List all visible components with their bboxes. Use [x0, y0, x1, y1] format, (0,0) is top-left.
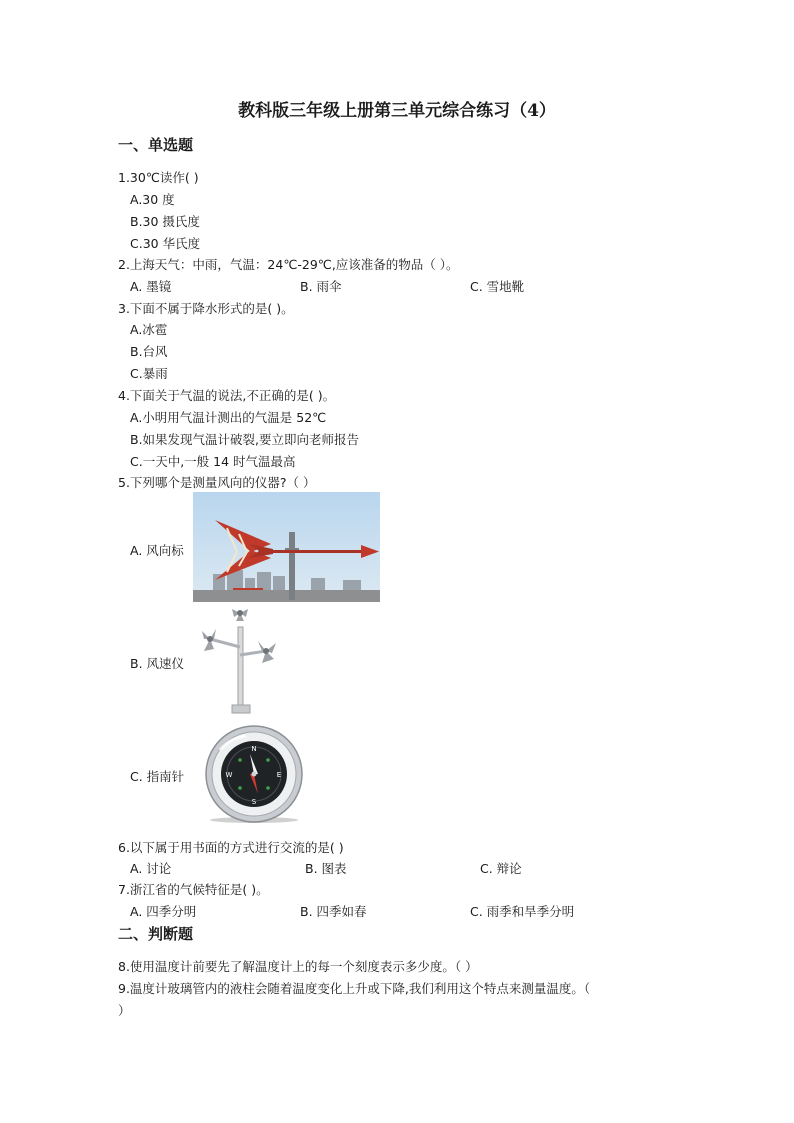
question-3-option-c: C.暴雨	[130, 366, 168, 381]
anemometer-image	[196, 607, 286, 715]
question-5-stem: 5.下列哪个是测量风向的仪器?（ ）	[118, 475, 316, 490]
question-1-stem: 1.30℃读作( )	[118, 170, 199, 185]
question-5-option-c: C. 指南针	[130, 769, 185, 784]
question-3-option-a: A.冰雹	[130, 322, 168, 337]
question-2-option-b: B. 雨伞	[300, 279, 342, 294]
question-7-option-b: B. 四季如春	[300, 904, 367, 919]
question-2-option-a: A. 墨镜	[130, 279, 172, 294]
compass-letter-s: S	[251, 798, 257, 806]
question-8-stem: 8.使用温度计前要先了解温度计上的每一个刻度表示多少度。（ ）	[118, 959, 478, 974]
section-heading-single-choice: 一、单选题	[118, 136, 194, 154]
question-1-option-b: B.30 摄氏度	[130, 214, 200, 229]
question-3-option-b: B.台风	[130, 344, 168, 359]
question-9-stem: 9.温度计玻璃管内的液柱会随着温度变化上升或下降,我们利用这个特点来测量温度。（	[118, 981, 591, 996]
compass-image	[200, 724, 308, 824]
question-4-option-c: C.一天中,一般 14 时气温最高	[130, 454, 296, 469]
question-7-stem: 7.浙江省的气候特征是( )。	[118, 882, 269, 897]
question-4-stem: 4.下面关于气温的说法,不正确的是( )。	[118, 388, 336, 403]
question-6-option-a: A. 讨论	[130, 861, 172, 876]
compass-letter-e: E	[276, 771, 282, 779]
question-5-option-b: B. 风速仪	[130, 656, 185, 671]
question-9-continuation: ）	[118, 1003, 131, 1018]
wind-vane-image	[193, 492, 380, 602]
page-title: 教科版三年级上册第三单元综合练习（4）	[238, 101, 556, 121]
section-heading-true-false: 二、判断题	[118, 925, 194, 943]
question-5-option-a: A. 风向标	[130, 543, 184, 558]
question-2-stem: 2.上海天气：中雨，气温：24℃-29℃,应该准备的物品（ ）。	[118, 257, 459, 272]
question-3-stem: 3.下面不属于降水形式的是( )。	[118, 301, 294, 316]
compass-letter-n: N	[251, 745, 257, 753]
question-1-option-c: C.30 华氏度	[130, 236, 201, 251]
compass-letter-w: W	[225, 771, 233, 779]
question-2-option-c: C. 雪地靴	[470, 279, 525, 294]
question-6-option-c: C. 辩论	[480, 861, 522, 876]
question-7-option-a: A. 四季分明	[130, 904, 197, 919]
question-4-option-a: A.小明用气温计测出的气温是 52℃	[130, 410, 327, 425]
question-1-option-a: A.30 度	[130, 192, 175, 207]
question-7-option-c: C. 雨季和旱季分明	[470, 904, 575, 919]
question-6-option-b: B. 图表	[305, 861, 347, 876]
question-6-stem: 6.以下属于用书面的方式进行交流的是( )	[118, 840, 344, 855]
question-4-option-b: B.如果发现气温计破裂,要立即向老师报告	[130, 432, 360, 447]
